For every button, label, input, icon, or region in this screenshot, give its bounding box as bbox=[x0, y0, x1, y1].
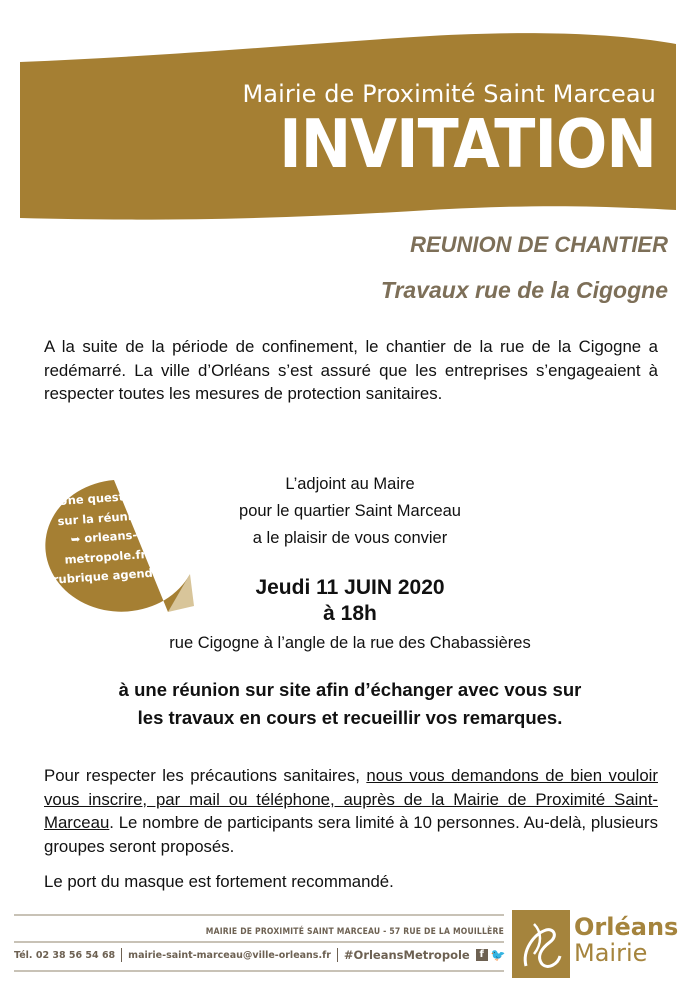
logo-line-2: Mairie bbox=[574, 939, 648, 967]
purpose-line-1: à une réunion sur site afin d’échanger avec vous sur bbox=[118, 679, 582, 700]
main-heading: REUNION DE CHANTIER bbox=[410, 232, 668, 257]
sub-heading: Travaux rue de la Cigogne bbox=[380, 277, 668, 303]
orleans-logo-text bbox=[574, 914, 678, 966]
invitation-line-3: a le plaisir de vous convier bbox=[252, 529, 448, 547]
footer-contacts bbox=[14, 946, 514, 964]
badge-line-1: Une question bbox=[57, 488, 145, 509]
footer-separator bbox=[121, 948, 122, 962]
invitation-line-1: L’adjoint au Maire bbox=[285, 475, 415, 493]
invitation-line-2: pour le quartier Saint Marceau bbox=[239, 502, 461, 520]
purpose-line-2: les travaux en cours et recueillir vos remarques. bbox=[137, 707, 563, 728]
mask-recommendation: Le port du masque est fortement recommandé. bbox=[44, 872, 394, 891]
event-date: Jeudi 11 JUIN 2020 bbox=[255, 576, 445, 599]
event-location: rue Cigogne à l’angle de la rue des Chabassières bbox=[169, 634, 531, 652]
event-time: à 18h bbox=[323, 602, 377, 625]
footer-email[interactable]: mairie-saint-marceau@ville-orleans.fr bbox=[128, 949, 331, 961]
logo-line-1: Orléans bbox=[574, 913, 679, 941]
badge-line-3: ➥ orleans-metropole.fr bbox=[64, 527, 147, 567]
badge-line-4: rubrique agenda bbox=[52, 565, 161, 587]
sanitary-text-underlined: nous vous demandons de bien vouloir vous inscrire, par mail ou téléphone, auprès de la Mairie de Proximité Saint-Marceau bbox=[44, 766, 658, 832]
footer-rule-top bbox=[14, 914, 504, 916]
sanitary-paragraph bbox=[44, 764, 658, 858]
footer-phone: Tél. 02 38 56 54 68 bbox=[14, 949, 116, 961]
sanitary-text-before: Pour respecter les précautions sanitaires, bbox=[44, 766, 367, 785]
sanitary-text-after: . Le nombre de participants sera limité à 10 personnes. Au-delà, plusieurs groupes seront proposés. bbox=[44, 813, 658, 856]
footer-rule-middle bbox=[14, 941, 504, 943]
facebook-icon[interactable]: f bbox=[476, 949, 488, 961]
footer-address: MAIRIE DE PROXIMITÉ SAINT MARCEAU - 57 RUE DE LA MOUILLÈRE bbox=[205, 927, 504, 937]
footer-rule-bottom bbox=[14, 970, 504, 972]
banner-title: INVITATION bbox=[279, 105, 656, 183]
twitter-icon[interactable]: 🐦 bbox=[490, 948, 506, 962]
footer-hashtag[interactable]: #OrleansMetropole bbox=[343, 948, 470, 962]
badge-line-2: sur la réunion bbox=[57, 507, 149, 528]
intro-paragraph: A la suite de la période de confinement, le chantier de la rue de la Cigogne a redémarré. La ville d’Orléans s’est assuré que les entreprises s’engageaient à respecter toutes les mesures de protection sanitaires. bbox=[44, 337, 658, 403]
footer-separator bbox=[337, 948, 338, 962]
orleans-logo-icon bbox=[512, 910, 570, 978]
banner-subtitle: Mairie de Proximité Saint Marceau bbox=[242, 80, 656, 108]
